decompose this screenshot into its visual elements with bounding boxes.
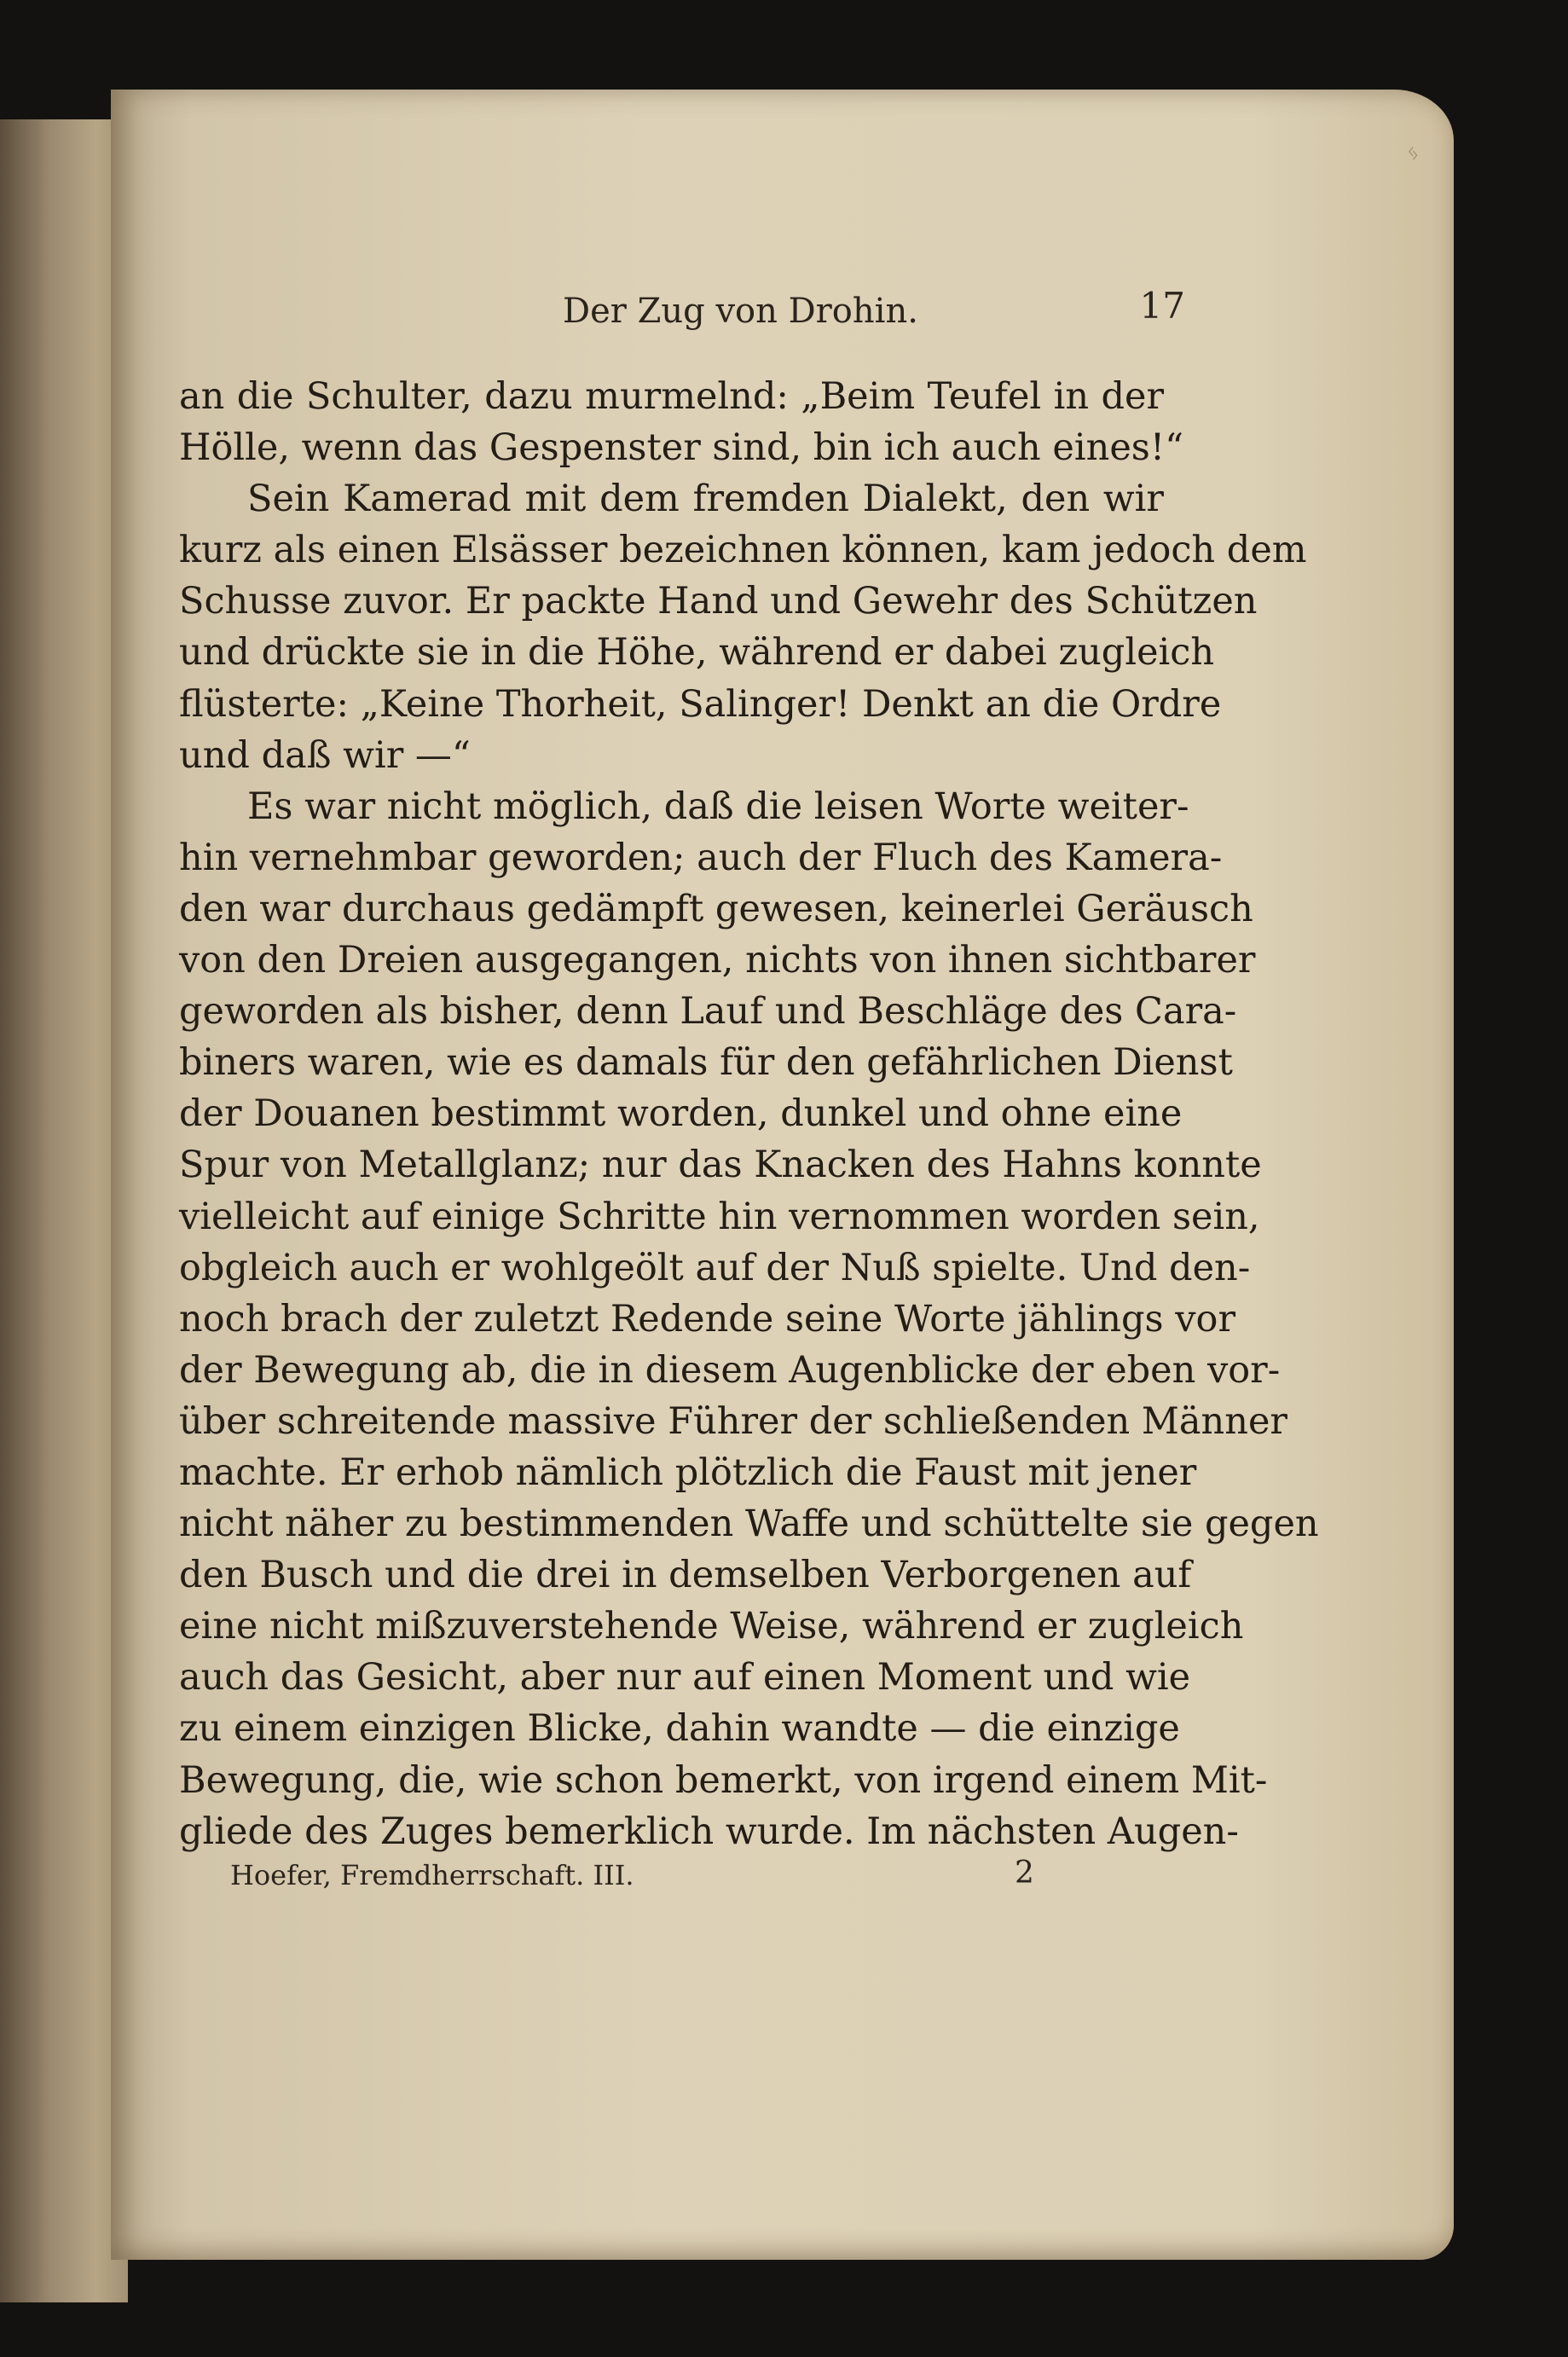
text-line: den Busch und die drei in demselben Verborgenen auf — [179, 1554, 1192, 1597]
corner-pencil-mark: ᛃ — [1406, 141, 1420, 166]
left-page-edge — [0, 119, 128, 2302]
text-line: noch brach der zuletzt Redende seine Worte jählings vor — [179, 1297, 1236, 1341]
text-line: über schreitende massive Führer der schließenden Männer — [179, 1399, 1287, 1443]
text-line: obgleich auch er wohlgeölt auf der Nuß spielte. Und den- — [179, 1246, 1251, 1289]
text-line: geworden als bisher, denn Lauf und Beschläge des Cara- — [179, 990, 1237, 1034]
page-number: 17 — [1139, 285, 1185, 327]
running-title: Der Zug von Drohin. — [563, 292, 918, 331]
sheet-mark: 2 — [1015, 1856, 1034, 1891]
text-line: vielleicht auf einige Schritte hin vernommen worden sein, — [179, 1195, 1260, 1238]
text-line: den war durchaus gedämpft gewesen, keinerlei Geräusch — [179, 887, 1253, 930]
text-line: und daß wir —“ — [179, 733, 471, 777]
text-line: Es war nicht möglich, daß die leisen Worte weiter- — [247, 785, 1189, 828]
text-line: hin vernehmbar geworden; auch der Fluch des Kamera- — [179, 836, 1223, 879]
text-line: Hölle, wenn das Gespenster sind, bin ich auch eines!“ — [179, 426, 1184, 470]
text-line: und drückte sie in die Höhe, während er dabei zugleich — [179, 631, 1215, 675]
body-text — [179, 371, 1319, 1857]
text-line: auch das Gesicht, aber nur auf einen Moment und wie — [179, 1656, 1191, 1700]
text-line: Sein Kamerad mit dem fremden Dialekt, den wir — [247, 478, 1164, 521]
text-line: gliede des Zuges bemerklich wurde. Im nächsten Augen- — [179, 1810, 1239, 1853]
text-line: der Bewegung ab, die in diesem Augenblicke der eben vor- — [179, 1348, 1281, 1392]
text-line: nicht näher zu bestimmenden Waffe und schüttelte sie gegen — [179, 1503, 1319, 1546]
text-line: Schusse zuvor. Er packte Hand und Gewehr des Schützen — [179, 580, 1258, 623]
text-line: zu einem einzigen Blicke, dahin wandte — die einzige — [179, 1707, 1180, 1751]
text-line: flüsterte: „Keine Thorheit, Salinger! Denkt an die Ordre — [179, 682, 1222, 726]
text-line: biners waren, wie es damals für den gefährlichen Dienst — [179, 1041, 1233, 1085]
printer-signature: Hoefer, Fremdherrschaft. III. — [230, 1859, 634, 1891]
text-line: Spur von Metallglanz; nur das Knacken des Hahns konnte — [179, 1144, 1262, 1187]
text-line: Bewegung, die, wie schon bemerkt, von irgend einem Mit- — [179, 1758, 1268, 1802]
text-line: an die Schulter, dazu murmelnd: „Beim Teufel in der — [179, 375, 1164, 418]
text-line: eine nicht mißzuverstehende Weise, während er zugleich — [179, 1605, 1244, 1648]
text-line: machte. Er erhob nämlich plötzlich die Faust mit jener — [179, 1451, 1197, 1494]
text-line: der Douanen bestimmt worden, dunkel und ohne eine — [179, 1092, 1183, 1136]
text-line: kurz als einen Elsässer bezeichnen können, kam jedoch dem — [179, 529, 1307, 572]
text-line: von den Dreien ausgegangen, nichts von ihnen sichtbarer — [179, 939, 1256, 982]
